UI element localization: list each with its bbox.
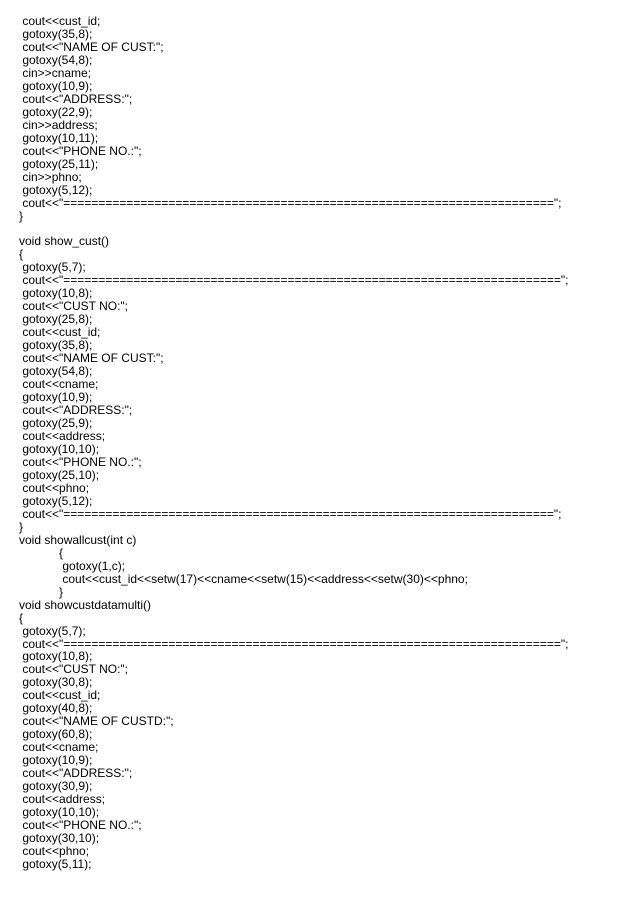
code-line: cout<<"CUST NO:"; bbox=[19, 662, 129, 677]
code-line: gotoxy(10,8); bbox=[19, 649, 93, 664]
code-line: cin>>phno; bbox=[19, 169, 82, 184]
code-line: cout<<"PHONE NO.:"; bbox=[19, 818, 142, 833]
code-line: cout<<"ADDRESS:"; bbox=[19, 766, 133, 781]
code-line: void show_cust() bbox=[19, 234, 110, 249]
code-line: gotoxy(25,10); bbox=[19, 467, 100, 482]
code-line bbox=[19, 223, 629, 236]
code-line: gotoxy(5,11); bbox=[19, 856, 92, 871]
code-line: cout<<cust_id; bbox=[19, 688, 101, 703]
code-line: gotoxy(10,8); bbox=[19, 286, 93, 301]
code-line: cout<<"======================================================================"; bbox=[19, 195, 562, 210]
code-line: cout<<"PHONE NO.:"; bbox=[19, 143, 142, 158]
code-line: gotoxy(25,8); bbox=[19, 312, 93, 327]
code-line: cin>>cname; bbox=[19, 65, 92, 80]
code-line: gotoxy(10,11); bbox=[19, 130, 99, 145]
code-line: gotoxy(5,7); bbox=[19, 260, 86, 275]
code-line: cout<<"======================================================================="; bbox=[19, 636, 569, 651]
code-line: cout<<phno; bbox=[19, 844, 90, 858]
code-line: { bbox=[19, 247, 24, 262]
code-line: cout<<"NAME OF CUST:"; bbox=[19, 39, 164, 54]
code-line: gotoxy(30,10); bbox=[19, 831, 100, 846]
code-line: gotoxy(54,8); bbox=[19, 364, 93, 379]
code-line: cout<<address; bbox=[19, 429, 106, 443]
code-line: cout<<cname; bbox=[19, 740, 99, 755]
code-line: cout<<phno; bbox=[19, 480, 90, 495]
code-line: cout<<"NAME OF CUSTD:"; bbox=[19, 714, 174, 729]
code-line: gotoxy(60,8); bbox=[19, 727, 93, 742]
code-line: cout<<"ADDRESS:"; bbox=[19, 403, 133, 418]
code-line: cout<<cust_id; bbox=[19, 325, 101, 340]
code-line: gotoxy(1,c); bbox=[19, 558, 126, 573]
code-line: gotoxy(10,10); bbox=[19, 441, 100, 456]
code-line: cout<<"NAME OF CUST:"; bbox=[19, 351, 164, 366]
code-line: gotoxy(22,9); bbox=[19, 104, 93, 119]
code-line: gotoxy(40,8); bbox=[19, 701, 93, 716]
code-line: gotoxy(30,8); bbox=[19, 675, 93, 690]
code-line: gotoxy(10,9); bbox=[19, 78, 93, 93]
code-line: gotoxy(5,7); bbox=[19, 623, 86, 638]
code-line: gotoxy(5,12); bbox=[19, 493, 93, 508]
code-line: void showcustdatamulti() bbox=[19, 597, 152, 612]
code-line: cout<<"ADDRESS:"; bbox=[19, 91, 133, 106]
code-line: gotoxy(54,8); bbox=[19, 52, 93, 67]
code-line: gotoxy(35,8); bbox=[19, 26, 93, 41]
code-line: { bbox=[19, 610, 24, 625]
code-line: } bbox=[19, 519, 24, 534]
code-line: } bbox=[19, 584, 64, 599]
code-line: cout<<"======================================================================="; bbox=[19, 273, 569, 288]
code-line: cout<<cname; bbox=[19, 377, 99, 392]
code-line: } bbox=[19, 208, 24, 223]
code-line: cout<<cust_id<<setw(17)<<cname<<setw(15)<<address<<setw(30)<<phno; bbox=[19, 571, 468, 586]
code-line: cout<<"CUST NO:"; bbox=[19, 299, 129, 314]
code-line: cout<<cust_id; bbox=[19, 14, 101, 28]
code-line: cout<<"PHONE NO.:"; bbox=[19, 454, 142, 469]
code-line: gotoxy(10,9); bbox=[19, 390, 93, 405]
code-line: gotoxy(10,9); bbox=[19, 753, 93, 768]
code-line: gotoxy(35,8); bbox=[19, 338, 93, 353]
code-line: gotoxy(5,12); bbox=[19, 182, 93, 197]
code-line: { bbox=[19, 545, 64, 560]
code-line: gotoxy(25,9); bbox=[19, 416, 93, 431]
code-line: cout<<"======================================================================"; bbox=[19, 506, 562, 521]
code-line: void showallcust(int c) bbox=[19, 532, 137, 547]
code-line: gotoxy(30,9); bbox=[19, 779, 93, 794]
code-line: gotoxy(25,11); bbox=[19, 156, 99, 171]
code-line: cout<<address; bbox=[19, 792, 106, 807]
code-line: cin>>address; bbox=[19, 117, 98, 132]
code-line: gotoxy(10,10); bbox=[19, 805, 100, 820]
code-listing bbox=[19, 15, 629, 871]
